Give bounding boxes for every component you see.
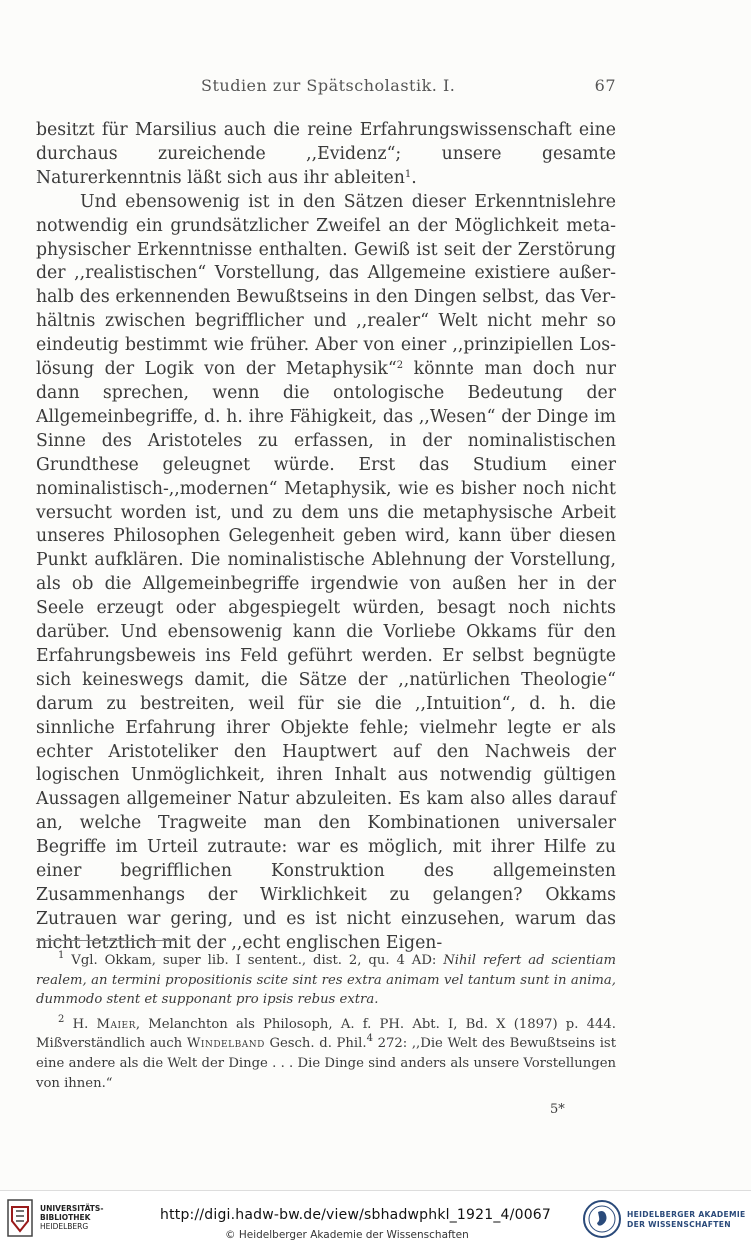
paragraph-1-text: besitzt für Marsilius auch die reine Erfahrungswissenschaft eine durchaus zureichende ,,Evidenz“; unsere gesamte Naturerkenntnis läßt sich aus ihr ableiten	[36, 120, 616, 188]
footnote-1-text: Vgl. Okkam, super lib. I sentent., dist. 2, qu. 4 AD:	[64, 953, 444, 968]
footnote-2-number: 2	[58, 1013, 65, 1025]
footnote-2-text-a: H.	[64, 1016, 97, 1032]
academy-name-line-2: DER WISSENSCHAFTEN	[627, 1220, 731, 1229]
paragraph-2	[36, 191, 616, 956]
page-number: 67	[594, 76, 616, 95]
footnote-2-text-c: Gesch. d. Phil.	[264, 1036, 367, 1052]
footnotes	[36, 951, 616, 1093]
running-header	[36, 76, 616, 100]
academy-name-line-1: HEIDELBERGER AKADEMIE	[627, 1210, 746, 1219]
footnote-1-number: 1	[58, 950, 65, 961]
paragraph-1	[36, 119, 616, 191]
author-windelband: Windelband	[186, 1036, 265, 1052]
university-library-logo-icon	[7, 1199, 33, 1237]
academy-name	[627, 1210, 745, 1230]
footnote-2-text-b: , Melanchton als Philosoph, A. f. PH. Abt. I, Bd. X (1897) p. 444. Mißverständlich auch	[36, 1016, 616, 1052]
footnote-ref-1: 1	[404, 168, 412, 180]
paragraph-2-text-a: Und ebensowenig ist in den Sätzen dieser Erkenntnislehre notwendig ein grundsätzlicher Zweifel an der Möglichkeit metaphysischer Erkenntnisse enthalten. Gewiß ist seit der Zerstörung der ,,realistischen“ Vorstellung, das Allgemeine existiere außerhalb des erkennenden Bewußtseins in den Dingen selbst, das Verhältnis zwischen begrifflicher und ,,realer“ Welt nicht mehr so eindeutig bestimmt wie früher. Aber von einer ,,prinzipiellen Loslösung der Logik von der Metaphysik“	[36, 191, 616, 380]
footnote-divider	[36, 940, 176, 941]
footnote-ref-2: 2	[396, 360, 404, 372]
copyright-notice: © Heidelberger Akademie der Wissenschaften	[225, 1229, 469, 1241]
library-name-line-1: UNIVERSITÄTS-	[40, 1204, 104, 1213]
library-name-line-3: HEIDELBERG	[40, 1222, 89, 1231]
printer-signature: 5*	[550, 1102, 565, 1117]
permalink-url[interactable]: http://digi.hadw-bw.de/view/sbhadwphkl_1921_4/0067	[160, 1207, 552, 1223]
paragraph-1-end: .	[411, 167, 417, 188]
edition-superscript: 4	[366, 1033, 373, 1045]
digitization-footer	[0, 1190, 751, 1248]
footnote-2	[36, 1015, 616, 1093]
paragraph-2-text-b: könnte man doch nur dann sprechen, wenn die ontologische Bedeutung der Allgemeinbegriffe, d. h. ihre Fähigkeit, das ,,Wesen“ der Dinge im Sinne des Aristoteles zu erfassen, in der nominalistischen Grundthese geleugnet würde. Erst das Studium einer nominalistisch-,,modernen“ Metaphysik, wie es bisher noch nicht versucht worden ist, und zu dem uns die metaphysische Arbeit unseres Philosophen Gelegenheit geben wird, kann über diesen Punkt aufklären. Die nominalistische Ablehnung der Vorstellung, als ob die Allgemeinbegriffe irgendwie von außen her in der Seele erzeugt oder abgespiegelt würden, besagt noch nichts darüber. Und ebensowenig kann die Vorliebe Okkams für den Erfahrungsbeweis ins Feld geführt werden. Er selbst begnügte sich keineswegs damit, die Sätze der ,,natürlichen Theologie“ darum zu bestreiten, weil für sie die ,,Intuition“, d. h. die sinnliche Erfahrung ihrer Objekte fehle; vielmehr legte er als echter Aristoteliker den Hauptwert auf den Nachweis der logischen Unmöglichkeit, ihren Inhalt aus notwendig gültigen Aussagen allgemeiner Natur abzuleiten. Es kam also alles darauf an, welche Tragweite man den Kombinationen universaler Begriffe im Urteil zutraute: war es möglich, mit ihrer Hilfe zu einer begrifflichen Konstruktion des allgemeinsten Zusammenhangs der Wirklichkeit zu gelangen? Okkams Zutrauen war gering, und es ist nicht einzusehen, warum das nicht letztlich mit der ,,echt englischen Eigen-	[36, 359, 616, 953]
author-maier: Maier	[96, 1016, 136, 1032]
running-title: Studien zur Spätscholastik. I.	[201, 76, 456, 95]
academy-seal-icon	[582, 1199, 622, 1239]
footnote-1-quote: Nihil refert ad scientiam realem, an termini propositionis scite sint res extra animam vel tantum sunt in anima, dummodo stent et supponant pro ipsis rebus extra.	[36, 953, 616, 1008]
main-text	[36, 119, 616, 956]
library-name	[40, 1204, 103, 1231]
footnote-2-text-d: 272: ,,Die Welt des Bewußtseins ist eine andere als die Welt der Dinge . . . Die Dinge sind anders als unsere Vorstellungen von ihnen.“	[36, 1036, 617, 1091]
library-name-line-2: BIBLIOTHEK	[40, 1213, 91, 1222]
footnote-1	[36, 951, 616, 1010]
